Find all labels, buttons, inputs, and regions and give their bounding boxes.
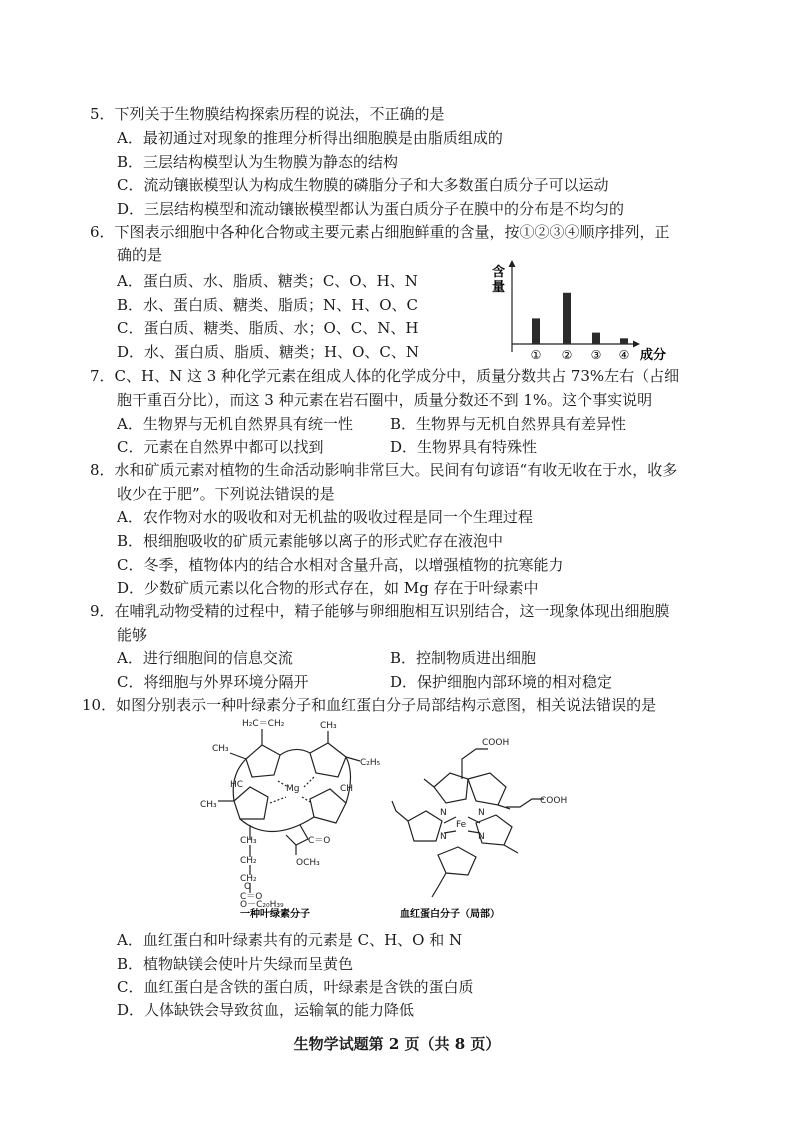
q5-option-d: D．三层结构模型和流动镶嵌模型都认为蛋白质分子在膜中的分布是不均匀的 [117, 200, 625, 218]
q7-stem-line1: 7．C、H、N 这 3 种化学元素在组成人体的化学成分中，质量分数共占 73%左右（占细 [90, 367, 680, 385]
chl-label: CH₃ [212, 744, 229, 754]
heme-n-label: N [440, 808, 447, 818]
chart-ylabel-2: 量 [492, 280, 506, 295]
chl-label: CH₃ [200, 800, 217, 810]
chart-tick-label: ③ [590, 348, 602, 362]
q5-option-c: C．流动镶嵌模型认为构成生物膜的磷脂分子和大多数蛋白质分子可以运动 [117, 176, 609, 194]
q10-option-d: D．人体缺铁会导致贫血，运输氧的能力降低 [117, 1001, 415, 1019]
chl-label: CH₃ [320, 721, 337, 731]
q10-molecule-figure [200, 715, 580, 920]
q5-stem: 5．下列关于生物膜结构探索历程的说法，不正确的是 [90, 105, 445, 123]
chl-label: CH₃ [240, 836, 257, 846]
chart-bar [620, 338, 628, 344]
chl-label: O－C₂₀H₃₉ [240, 900, 284, 910]
q10-option-b: B．植物缺镁会使叶片失绿而呈黄色 [117, 955, 354, 973]
q8-stem-line1: 8．水和矿质元素对植物的生命活动影响非常巨大。民间有句谚语“有收无收在于水，收多 [90, 461, 678, 479]
chl-label: C₂H₅ [360, 758, 381, 768]
chl-label: HC [230, 780, 244, 790]
q8-option-d: D．少数矿质元素以化合物的形式存在，如 Mg 存在于叶绿素中 [117, 579, 539, 597]
q9-stem-line1: 9．在哺乳动物受精的过程中，精子能够与卵细胞相互识别结合，这一现象体现出细胞膜 [90, 602, 670, 620]
heme-fe-label: Fe [456, 820, 467, 830]
chl-label: CH₂ [240, 856, 257, 866]
chart-x-arrow [633, 341, 640, 348]
chl-label: OCH₃ [296, 858, 320, 868]
heme-cooh-label: COOH [540, 796, 568, 806]
heme-caption: 血红蛋白分子（局部） [400, 909, 500, 920]
q6-stem-line2: 确的是 [117, 246, 163, 264]
q10-stem: 10．如图分别表示一种叶绿素分子和血红蛋白分子局部结构示意图，相关说法错误的是 [82, 696, 657, 714]
q5-option-a: A．最初通过对现象的推理分析得出细胞膜是由脂质组成的 [117, 129, 503, 147]
q6-content-chart [490, 258, 675, 363]
chart-tick-label: ① [530, 348, 542, 362]
chart-tick-label: ④ [618, 348, 630, 362]
q8-stem-line2: 收少在于肥”。下列说法错误的是 [117, 485, 335, 503]
chl-label: CH₂ [240, 874, 257, 884]
q7-option-c: C．元素在自然界中都可以找到 [117, 438, 324, 456]
q5-option-b: B．三层结构模型认为生物膜为静态的结构 [117, 153, 399, 171]
chart-bar [563, 293, 571, 344]
chart-ylabel-1: 含 [492, 265, 506, 280]
heme-labels [440, 738, 567, 842]
q6-option-a: A．蛋白质、水、脂质、糖类；C、O、H、N [117, 272, 418, 290]
chart-bar [532, 318, 540, 344]
chart-y-arrow [509, 260, 516, 267]
chlorophyll-structure [218, 729, 360, 893]
q9-option-b: B．控制物质进出细胞 [390, 649, 537, 667]
chl-label: CH [340, 784, 354, 794]
chl-label: Mg [286, 784, 300, 794]
heme-structure [392, 749, 544, 897]
q10-option-c: C．血红蛋白是含铁的蛋白质，叶绿素是含铁的蛋白质 [117, 978, 474, 996]
q7-option-b: B．生物界与无机自然界具有差异性 [390, 415, 627, 433]
q8-option-b: B．根细胞吸收的矿质元素能够以离子的形式贮存在液泡中 [117, 532, 504, 550]
q9-option-d: D．保护细胞内部环境的相对稳定 [390, 673, 613, 691]
heme-n-label: N [440, 832, 447, 842]
chart-xlabel: 成分 [640, 348, 667, 363]
chl-label: O [244, 882, 252, 892]
chlorophyll-caption: 一种叶绿素分子 [240, 909, 310, 920]
q8-option-a: A．农作物对水的吸收和对无机盐的吸收过程是同一个生理过程 [117, 508, 533, 526]
q9-option-a: A．进行细胞间的信息交流 [117, 649, 293, 667]
page-footer: 生物学试题第 2 页（共 8 页） [293, 1035, 501, 1053]
heme-n-label: N [478, 808, 485, 818]
chart-tick-label: ② [561, 348, 573, 362]
chl-label: C＝O [240, 892, 263, 902]
chl-label: H₂C＝CH₂ [242, 719, 285, 729]
heme-cooh-label: COOH [482, 738, 510, 748]
q6-stem-line1: 6．下图表示细胞中各种化合物或主要元素占细胞鲜重的含量，按①②③④顺序排列，正 [90, 223, 670, 241]
chl-label: C＝O [308, 836, 331, 846]
q9-stem-line2: 能够 [117, 626, 148, 644]
q9-option-c: C．将细胞与外界环境分隔开 [117, 673, 309, 691]
heme-n-label: N [478, 832, 485, 842]
chart-bar [592, 333, 600, 344]
q7-option-a: A．生物界与无机自然界具有统一性 [117, 415, 353, 433]
q6-option-b: B．水、蛋白质、糖类、脂质；N、H、O、C [117, 296, 419, 314]
q10-option-a: A．血红蛋白和叶绿素共有的元素是 C、H、O 和 N [117, 931, 463, 949]
chlorophyll-labels [200, 719, 381, 910]
q7-stem-line2: 胞干重百分比），而这 3 种元素在岩石圈中，质量分数还不到 1%。这个事实说明 [117, 391, 653, 409]
q7-option-d: D．生物界具有特殊性 [390, 438, 538, 456]
q8-option-c: C．冬季，植物体内的结合水相对含量升高，以增强植物的抗寒能力 [117, 556, 564, 574]
q6-option-d: D．水、蛋白质、脂质、糖类；H、O、C、N [117, 343, 420, 361]
q6-option-c: C．蛋白质、糖类、脂质、水；O、C、N、H [117, 319, 419, 337]
